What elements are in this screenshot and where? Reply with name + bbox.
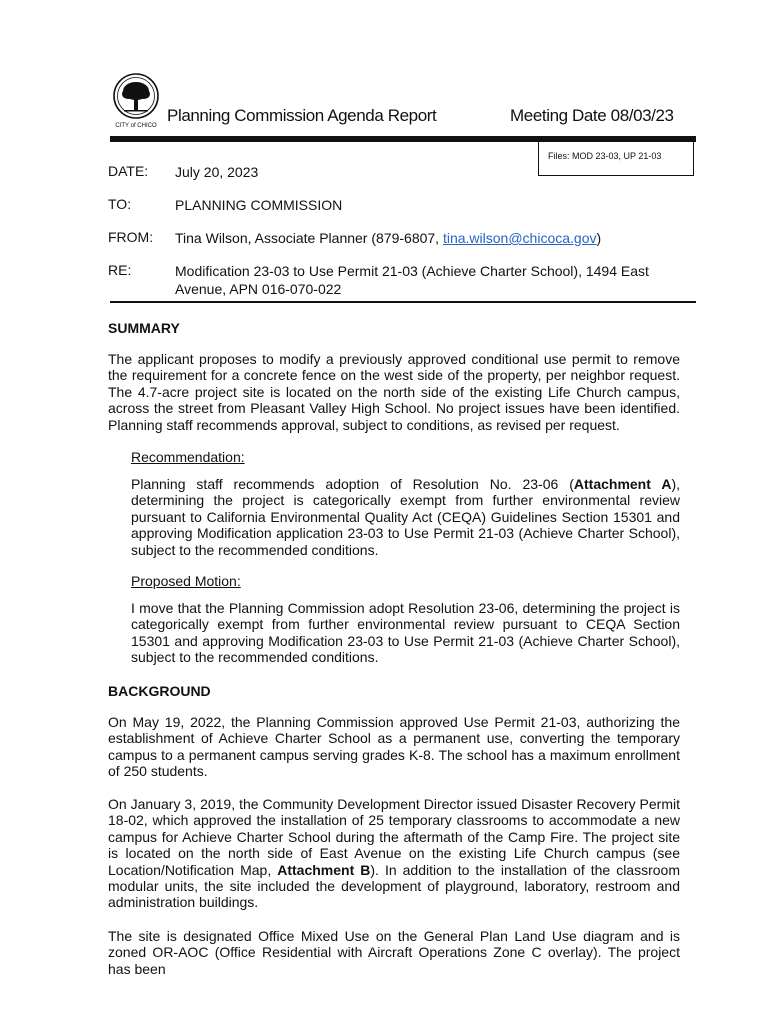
- to-value: PLANNING COMMISSION: [175, 197, 343, 213]
- background-para-3: The site is designated Office Mixed Use on the General Plan Land Use diagram and is zoned OR-AOC (Office Residential with Aircraft Operations Zone C overlay). The project has been: [108, 928, 680, 977]
- svg-text:CITY of CHICO: CITY of CHICO: [115, 123, 157, 129]
- recommendation-heading: Recommendation:: [131, 449, 245, 465]
- date-value: July 20, 2023: [175, 164, 259, 180]
- motion-heading: Proposed Motion:: [131, 573, 241, 589]
- summary-text: The applicant proposes to modify a previously approved conditional use permit to remove the requirement for a concrete fence on the west side of the property, per neighbor request. The 4.7-acre project site is located on the north side of the existing Life Church campus, across the street from Pleasant Valley High School. No project issues have been identified. Planning staff recommends approval, subject to conditions, as revised per request.: [108, 351, 680, 433]
- background-heading: BACKGROUND: [108, 683, 211, 699]
- city-seal-logo: [112, 72, 160, 134]
- re-label: RE:: [108, 262, 132, 278]
- to-label: TO:: [108, 196, 132, 212]
- from-value: [175, 229, 695, 247]
- meeting-date: Meeting Date 08/03/23: [510, 106, 674, 125]
- files-text: Files: MOD 23-03, UP 21-03: [548, 151, 662, 161]
- re-value: Modification 23-03 to Use Permit 21-03 (Achieve Charter School), 1494 East Avenue, APN 016-070-022: [175, 263, 649, 297]
- recommendation-text: [131, 476, 680, 558]
- memo-rule: [110, 301, 696, 303]
- background-para-1: On May 19, 2022, the Planning Commission approved Use Permit 21-03, authorizing the establishment of Achieve Charter School as a permanent use, converting the temporary campus to a permanent campus serving grades K-8. The school has a maximum enrollment of 250 students.: [108, 714, 680, 780]
- attachment-b-ref: Attachment B: [277, 861, 371, 878]
- background-para-2: [108, 796, 680, 911]
- recommendation-post: ), determining the project is categorically exempt from further environmental review pursuant to California Environmental Quality Act (CEQA) Guidelines Section 15301 and approving Modification application 23-03 to Use Permit 21-03 (Achieve Charter School), subject to the recommended conditions.: [131, 476, 680, 558]
- attachment-a-ref: Attachment A: [573, 476, 672, 492]
- date-label: DATE:: [108, 163, 149, 179]
- report-title: Planning Commission Agenda Report: [167, 106, 437, 125]
- motion-text: I move that the Planning Commission adopt Resolution 23-06, determining the project is categorically exempt from further environmental review pursuant to CEQA Section 15301 and approving Modification 23-03 to Use Permit 21-03 (Achieve Charter School), subject to the recommended conditions.: [131, 600, 680, 666]
- email-link[interactable]: tina.wilson@chicoca.gov: [442, 230, 597, 246]
- background-para-2-post: ). In addition to the installation of the classroom modular units, the site included the development of playground, laboratory, restroom and administration buildings.: [108, 861, 680, 911]
- from-name: Tina Wilson, Associate Planner (879-6807,: [175, 230, 443, 246]
- recommendation-pre: Planning staff recommends adoption of Resolution No. 23-06 (: [131, 476, 574, 492]
- from-close: ): [596, 230, 602, 246]
- summary-heading: SUMMARY: [108, 320, 180, 336]
- from-label: FROM:: [108, 229, 154, 245]
- background-para-2-pre: On January 3, 2019, the Community Development Director issued Disaster Recovery Permit 18-02, which approved the installation of 25 temporary classrooms to accommodate a new campus for Achieve Charter School during the aftermath of the Camp Fire. The project site is located on the north side of East Avenue on the existing Life Church campus (see Location/Notification Map,: [108, 796, 680, 878]
